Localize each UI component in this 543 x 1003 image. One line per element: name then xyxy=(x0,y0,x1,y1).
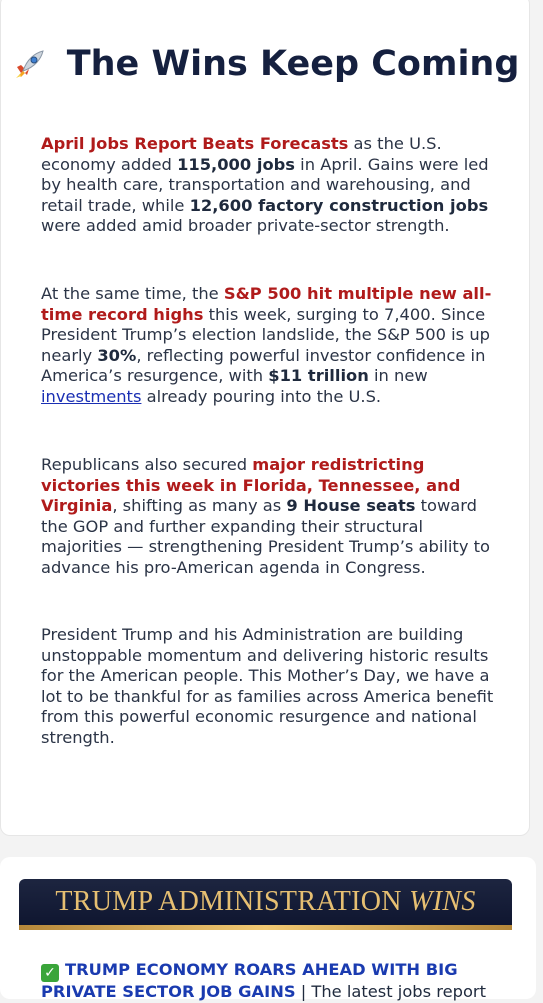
wins-item-title[interactable]: TRUMP ECONOMY ROARS AHEAD WITH BIG PRIVATE SECTOR JOB GAINS xyxy=(41,960,458,1001)
text: At the same time, the xyxy=(41,284,224,303)
paragraph-jobs-report xyxy=(41,134,499,237)
text: , reflecting powerful investor confidence in America’s resurgence, with xyxy=(41,345,486,385)
redistricting-highlight: major redistricting victories this week in Florida, Tennessee, and Virginia xyxy=(41,455,461,515)
text: this week, surging to 7,400. Since President Trump’s election landslide, the S&P 500 is up nearly xyxy=(41,304,490,365)
wins-item[interactable] xyxy=(41,960,511,1003)
jobs-report-highlight: April Jobs Report Beats Forecasts xyxy=(41,134,349,153)
wins-item-text: | The latest jobs report xyxy=(295,982,487,1001)
sp500-highlight: S&P 500 hit multiple new all-time record highs xyxy=(41,284,492,324)
text: were added amid broader private-sector strength. xyxy=(41,216,450,235)
paragraph-redistricting xyxy=(41,455,499,578)
banner-title xyxy=(55,886,475,917)
text: toward the GOP and further expanding their structural majorities — strengthening President Trump’s ability to advance his pro-American agenda in Congress. xyxy=(41,496,490,577)
banner-gold-stripe xyxy=(19,925,512,930)
text: as the U.S. economy added xyxy=(41,134,442,174)
headline xyxy=(0,44,530,84)
banner-title-italic: WINS xyxy=(409,886,476,917)
text: in new xyxy=(368,366,428,385)
factory-jobs: 12,600 factory construction jobs xyxy=(189,195,489,215)
text: in April. Gains were led by health care, transportation and warehousing, and retail trade, while xyxy=(41,154,489,215)
text: Republicans also secured xyxy=(41,455,253,474)
text: , shifting as many as xyxy=(112,496,287,515)
house-seats: 9 House seats xyxy=(286,496,416,515)
paragraph-sp500 xyxy=(41,284,499,407)
investment-amount: $11 trillion xyxy=(268,366,369,385)
jobs-count: 115,000 jobs xyxy=(177,154,295,174)
check-mark-icon: ✓ xyxy=(41,964,59,982)
rocket-icon xyxy=(11,47,47,83)
paragraph-momentum xyxy=(41,625,499,748)
banner-title-main: TRUMP ADMINISTRATION xyxy=(55,886,402,917)
investments-link[interactable]: investments xyxy=(41,386,142,406)
text: President Trump and his Administration are building unstoppable momentum and delivering historic results for the American people. This Mother’s Day, we have a lot to be thankful for as families across America benefit from this powerful economic resurgence and national strength. xyxy=(41,625,494,747)
text: already pouring into the U.S. xyxy=(141,386,382,406)
wins-banner xyxy=(19,879,512,925)
sp500-percent: 30% xyxy=(97,345,137,365)
headline-text: The Wins Keep Coming xyxy=(66,44,520,84)
